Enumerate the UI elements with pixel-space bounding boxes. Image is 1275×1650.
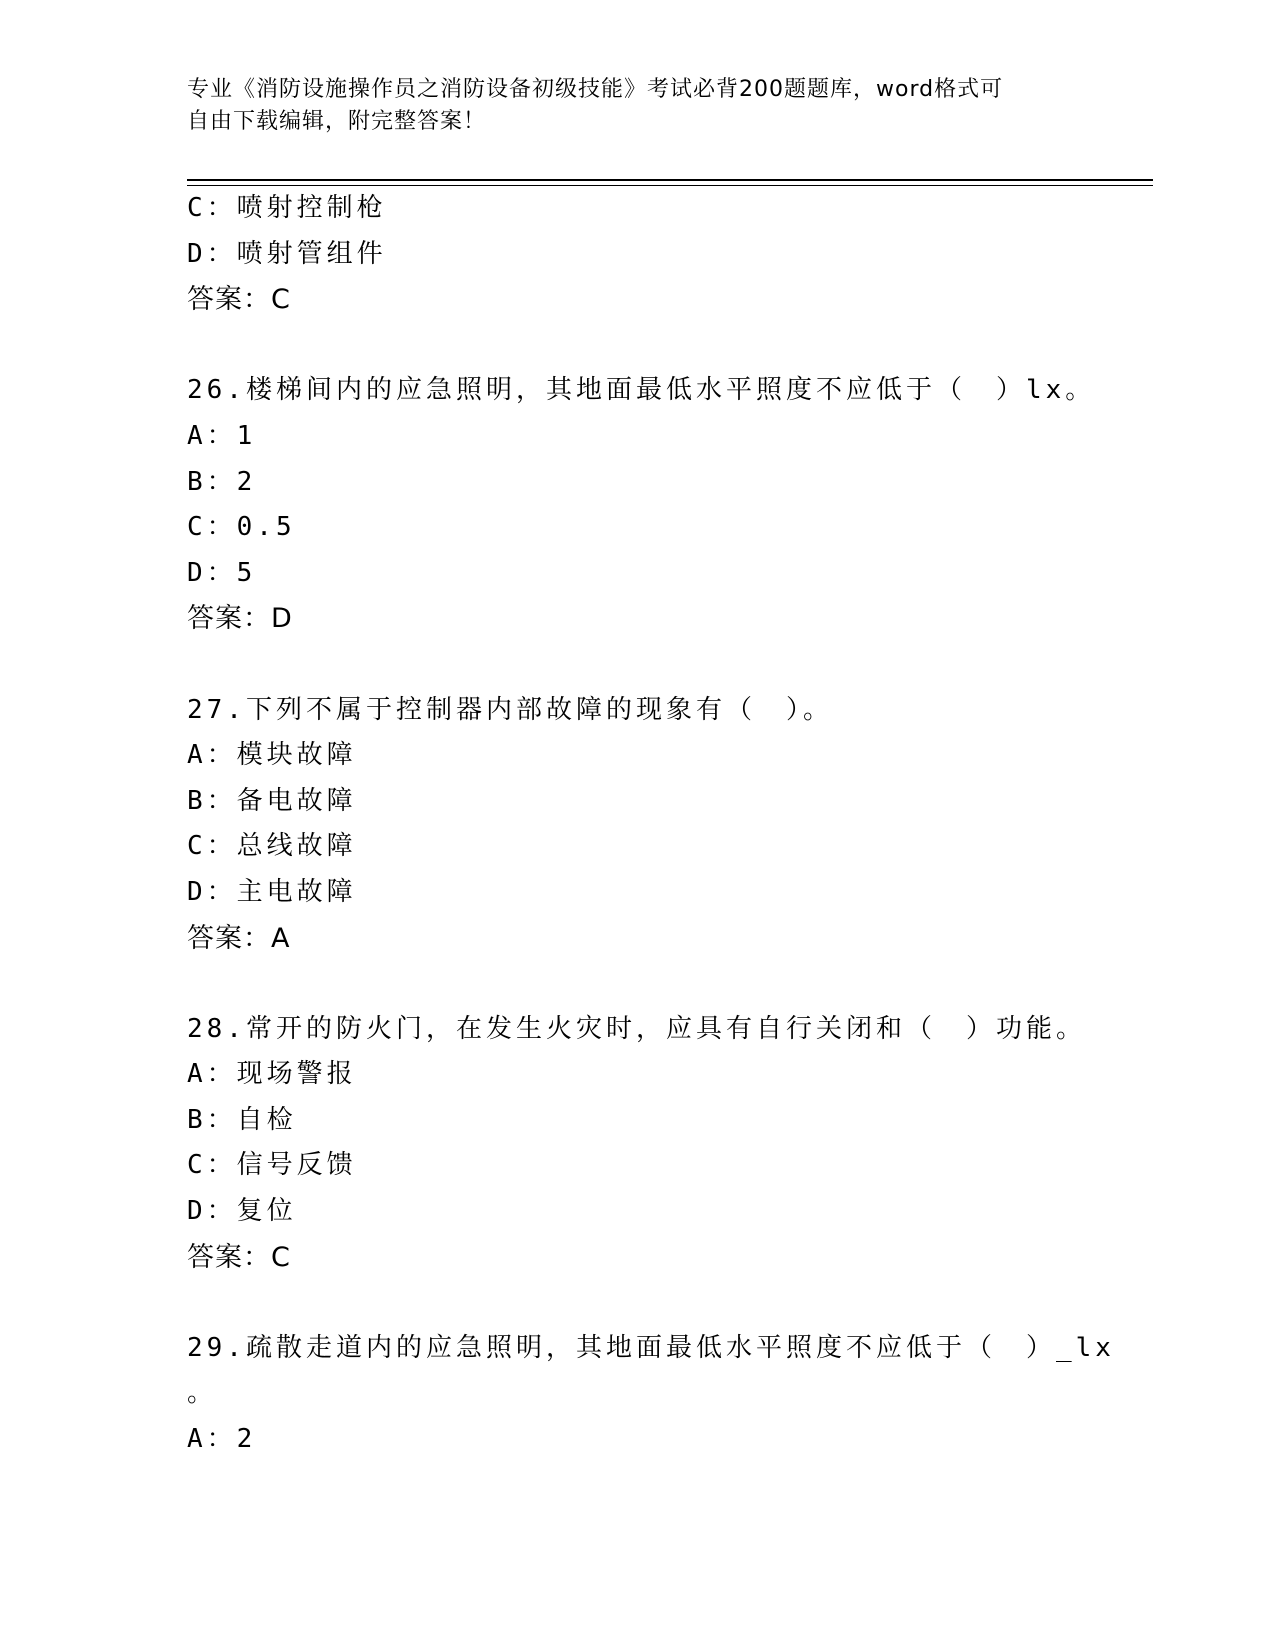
option-c: C：总线故障 <box>187 831 357 862</box>
option-d: D：主电故障 <box>187 876 357 907</box>
answer: 答案：A <box>187 922 291 954</box>
option-d: D：5 <box>187 557 257 588</box>
option-a: A：现场警报 <box>187 1059 357 1090</box>
question-25-fragment <box>187 186 1127 323</box>
option-a: A：2 <box>187 1424 257 1455</box>
header-line-2: 自由下载编辑，附完整答案！ <box>187 109 487 134</box>
answer: 答案：C <box>187 1241 291 1273</box>
answer: 答案：C <box>187 284 291 316</box>
option-c: C：信号反馈 <box>187 1150 357 1181</box>
question-28 <box>187 1007 1127 1281</box>
option-d: D：复位 <box>187 1196 297 1227</box>
question-stem: 29.疏散走道内的应急照明，其地面最低水平照度不应低于（ ）_lx <box>187 1332 1115 1363</box>
question-26 <box>187 368 1127 642</box>
question-stem: 26.楼梯间内的应急照明，其地面最低水平照度不应低于（ ）lx。 <box>187 375 1096 406</box>
answer: 答案：D <box>187 603 293 635</box>
question-stem: 28.常开的防火门，在发生火灾时，应具有自行关闭和（ ）功能。 <box>187 1013 1086 1044</box>
option-a: A：1 <box>187 420 257 451</box>
question-stem-continuation: 。 <box>187 1378 218 1409</box>
document-header <box>187 74 1067 138</box>
question-27 <box>187 688 1127 962</box>
option-c: C：喷射控制枪 <box>187 193 387 223</box>
option-c: C：0.5 <box>187 512 296 543</box>
question-stem: 27.下列不属于控制器内部故障的现象有（ ）。 <box>187 694 833 725</box>
question-29 <box>187 1326 1127 1463</box>
option-a: A：模块故障 <box>187 740 357 771</box>
option-d: D：喷射管组件 <box>187 238 387 269</box>
header-divider-thick <box>187 179 1153 181</box>
option-b: B：备电故障 <box>187 785 357 816</box>
option-b: B：2 <box>187 466 257 497</box>
option-b: B：自检 <box>187 1104 297 1135</box>
question-list <box>187 186 1127 1463</box>
header-line-1: 专业《消防设施操作员之消防设备初级技能》考试必背200题题库，word格式可 <box>187 77 1004 102</box>
